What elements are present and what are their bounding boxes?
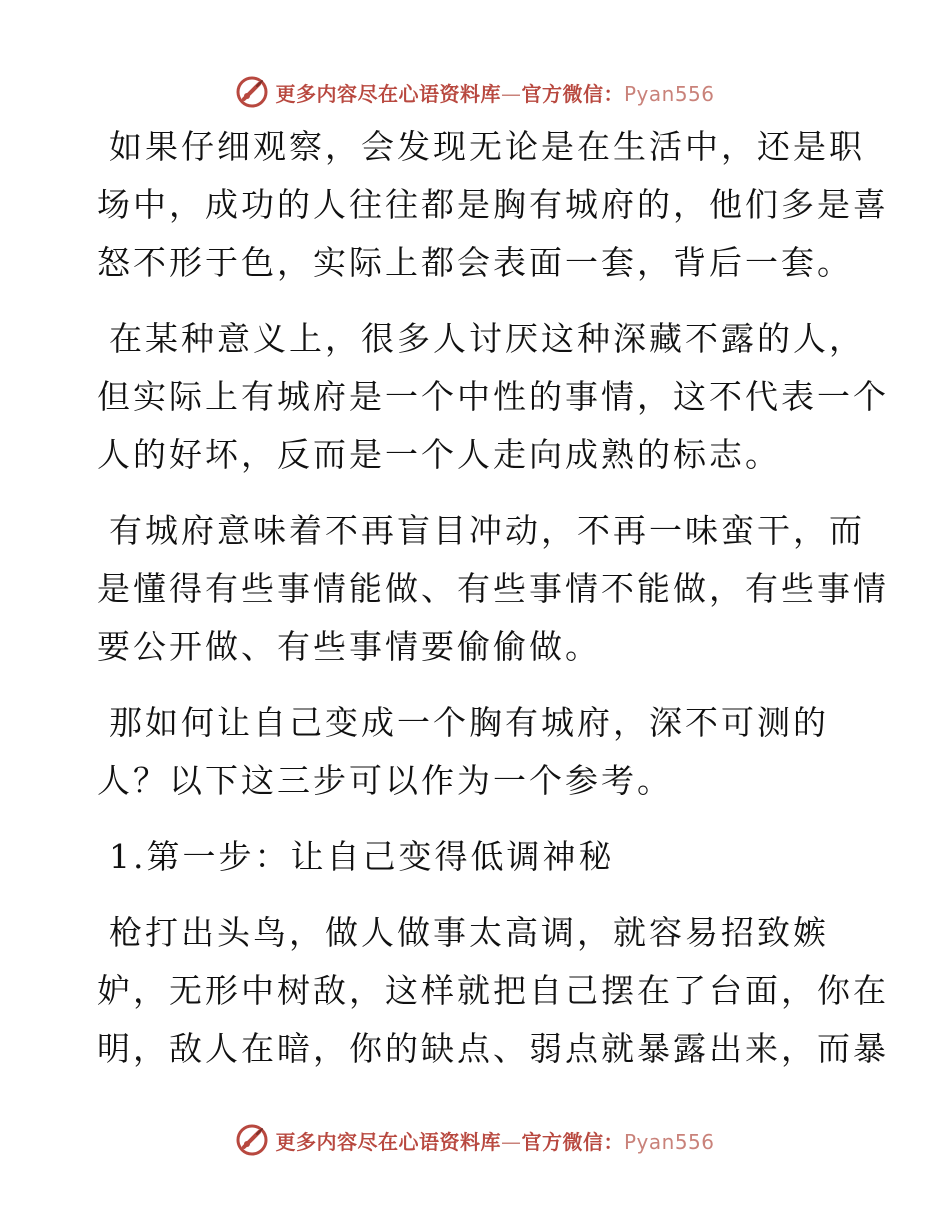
text-line: 但实际上有城府是一个中性的事情，这不代表一个	[97, 377, 889, 416]
banner-separator: —	[500, 1129, 522, 1154]
paragraph	[97, 310, 889, 484]
banner-main-text: 更多内容尽在心语资料库	[275, 1129, 501, 1154]
paragraph	[97, 502, 889, 676]
banner-wechat-id: Pyan556	[623, 81, 715, 106]
section-heading	[97, 828, 857, 886]
text-line: 人？以下这三步可以作为一个参考。	[97, 761, 673, 800]
brush-seal-icon	[235, 1123, 269, 1157]
header-banner	[0, 72, 950, 112]
text-line: 怒不形于色，实际上都会表面一套，背后一套。	[97, 243, 853, 282]
paragraph	[97, 694, 857, 810]
text-line: 妒，无形中树敌，这样就把自己摆在了台面，你在	[97, 971, 889, 1010]
text-line: 如果仔细观察，会发现无论是在生活中，还是职	[109, 127, 865, 166]
banner-main-text: 更多内容尽在心语资料库	[275, 81, 501, 106]
banner-wechat-label: 官方微信：	[521, 81, 624, 106]
text-line: 明，敌人在暗，你的缺点、弱点就暴露出来，而暴	[97, 1029, 889, 1068]
text-line: 是懂得有些事情能做、有些事情不能做，有些事情	[97, 569, 889, 608]
banner-text	[275, 1126, 714, 1155]
banner-wechat-id: Pyan556	[623, 1129, 715, 1154]
banner-text	[275, 78, 714, 107]
text-line: 要公开做、有些事情要偷偷做。	[97, 627, 601, 666]
text-line: 在某种意义上，很多人讨厌这种深藏不露的人，	[109, 319, 865, 358]
heading-line: 1.第一步：让自己变得低调神秘	[109, 837, 615, 876]
text-line: 有城府意味着不再盲目冲动，不再一味蛮干，而	[109, 511, 865, 550]
banner-wechat-label: 官方微信：	[521, 1129, 624, 1154]
paragraph	[97, 118, 889, 292]
brush-seal-icon	[235, 75, 269, 109]
document-body	[97, 118, 889, 1096]
banner-separator: —	[500, 81, 522, 106]
text-line: 枪打出头鸟，做人做事太高调，就容易招致嫉	[109, 913, 829, 952]
text-line: 场中，成功的人往往都是胸有城府的，他们多是喜	[97, 185, 889, 224]
text-line: 那如何让自己变成一个胸有城府，深不可测的	[109, 703, 829, 742]
text-line: 人的好坏，反而是一个人走向成熟的标志。	[97, 435, 781, 474]
paragraph	[97, 904, 889, 1078]
footer-banner	[0, 1120, 950, 1160]
